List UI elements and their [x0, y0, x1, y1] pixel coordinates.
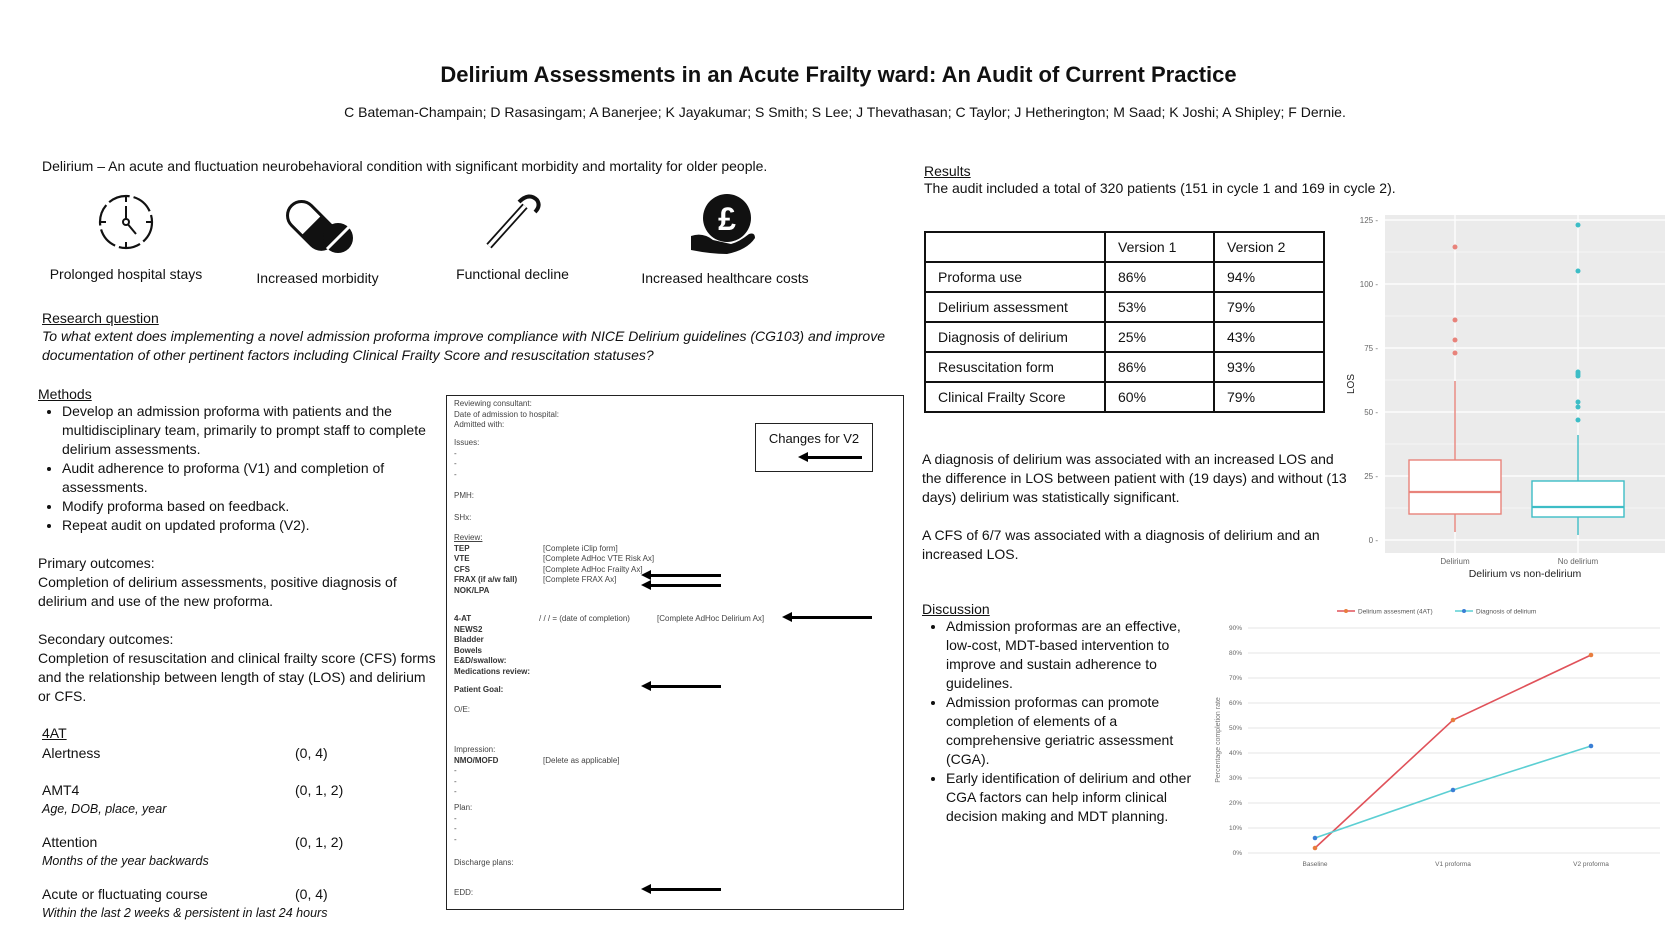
- secondary-outcomes-heading: Secondary outcomes:: [38, 631, 174, 647]
- cfs-finding: A CFS of 6/7 was associated with a diagnosis of delirium and an increased LOS.: [922, 527, 1320, 562]
- proforma-pmh: PMH:: [454, 491, 474, 500]
- changes-legend-box: [755, 423, 873, 472]
- fourat-item-label: Acute or fluctuating course: [42, 886, 208, 902]
- delirium-definition: Delirium – An acute and fluctuation neurobehavioral condition with significant morbidity and mortality for older people.: [42, 158, 768, 174]
- svg-text:0%: 0%: [1232, 850, 1242, 857]
- methods-bullet: • Audit adherence to proforma (V1) and completion of assessments.: [62, 459, 438, 497]
- discussion-bullet: • Early identification of delirium and other CGA factors can help inform clinical decision making and MDT planning.: [946, 769, 1192, 826]
- fourat-item: [42, 886, 382, 906]
- proforma-plan: Plan: - - -: [454, 803, 473, 844]
- boxplot-category-label: No delirium: [1557, 557, 1599, 566]
- table-header-cell: Version 1: [1105, 232, 1214, 262]
- discussion-list: [922, 617, 1192, 826]
- fourat-item: [42, 834, 382, 854]
- pound-hand-icon: [687, 192, 763, 256]
- table-cell: 94%: [1214, 262, 1324, 292]
- svg-text:80%: 80%: [1228, 650, 1242, 657]
- impact-label: Prolonged hospital stays: [49, 266, 203, 282]
- proforma-review: Review: TEP VTE CFS FRAX (if a/w fall) NOK/LPA: [454, 533, 518, 595]
- table-cell: 43%: [1214, 322, 1324, 352]
- primary-outcomes-heading: Primary outcomes:: [38, 555, 155, 571]
- svg-text:25 -: 25 -: [1364, 472, 1378, 481]
- svg-text:40%: 40%: [1228, 750, 1242, 757]
- arrow-left-icon: [806, 456, 862, 459]
- impact-morbidity: [245, 192, 390, 286]
- fourat-item-label: Attention: [42, 834, 98, 850]
- proforma-issues: Issues: - - -: [454, 438, 480, 479]
- research-question-heading: Research question: [42, 310, 159, 326]
- changes-legend-label: Changes for V2: [768, 431, 860, 446]
- linechart-category-label: V1 proforma: [1435, 861, 1471, 868]
- methods-bullet: • Develop an admission proforma with patients and the multidisciplinary team, primarily to prompt staff to complete delirium assessments.: [62, 402, 438, 459]
- impact-prolonged-stays: [42, 192, 210, 282]
- impact-label: Increased healthcare costs: [641, 270, 809, 286]
- table-cell: 53%: [1105, 292, 1214, 322]
- table-cell: 79%: [1214, 292, 1324, 322]
- walking-cane-icon: [481, 192, 545, 252]
- fourat-item-scores: (0, 4): [295, 745, 328, 761]
- fourat-heading: 4AT: [42, 725, 67, 741]
- svg-text:60%: 60%: [1228, 700, 1242, 707]
- proforma-nmo-note: [Delete as applicable]: [543, 755, 620, 765]
- research-question-section: [42, 310, 912, 365]
- table-cell: 60%: [1105, 382, 1214, 412]
- table-cell: 86%: [1105, 262, 1214, 292]
- proforma-review-notes: [Complete iClip form] [Complete AdHoc VTE Risk Ax] [Complete AdHoc Frailty Ax] [Complete FRAX Ax]: [543, 543, 655, 585]
- table-header-row: [925, 232, 1324, 262]
- secondary-outcomes-text: Completion of resuscitation and clinical frailty score (CFS) forms and the relationship between length of stay (LOS) and delirium or CFS.: [38, 650, 436, 704]
- discussion-heading: Discussion: [922, 601, 990, 617]
- table-cell: 79%: [1214, 382, 1324, 412]
- methods-list: [38, 402, 438, 535]
- svg-text:50%: 50%: [1228, 725, 1242, 732]
- fourat-item-sub: Within the last 2 weeks & persistent in last 24 hours: [42, 906, 328, 920]
- fourat-item-scores: (0, 1, 2): [295, 782, 344, 798]
- svg-text:0 -: 0 -: [1368, 536, 1378, 545]
- fourat-item-sub: Age, DOB, place, year: [42, 802, 167, 816]
- table-cell: Diagnosis of delirium: [925, 322, 1105, 352]
- arrow-left-icon: [649, 888, 721, 891]
- table-cell: Proforma use: [925, 262, 1105, 292]
- svg-text:10%: 10%: [1228, 825, 1242, 832]
- results-intro: The audit included a total of 320 patients (151 in cycle 1 and 169 in cycle 2).: [924, 180, 1396, 196]
- results-table: [924, 231, 1325, 413]
- fourat-item-label: Alertness: [42, 745, 101, 761]
- methods-bullet: • Repeat audit on updated proforma (V2).: [62, 516, 438, 535]
- arrow-left-icon: [649, 574, 721, 577]
- impact-label: Functional decline: [456, 266, 569, 282]
- arrow-left-icon: [649, 685, 721, 688]
- boxplot-category-label: Delirium: [1440, 557, 1470, 566]
- poster-title: Delirium Assessments in an Acute Frailty ward: An Audit of Current Practice: [440, 62, 1237, 87]
- svg-text:LOS: LOS: [1346, 373, 1357, 395]
- table-cell: 86%: [1105, 352, 1214, 382]
- table-cell: Clinical Frailty Score: [925, 382, 1105, 412]
- results-heading: Results: [924, 163, 971, 179]
- completion-line-chart: [1210, 600, 1670, 880]
- proforma-4at-date: / / / = (date of completion): [539, 614, 630, 623]
- svg-text:100 -: 100 -: [1359, 280, 1378, 289]
- table-header-cell: [925, 232, 1105, 262]
- proforma-patient-goal: Patient Goal:: [454, 685, 504, 694]
- fourat-item: [42, 745, 382, 765]
- table-row: [925, 262, 1324, 292]
- proforma-oe: O/E:: [454, 705, 471, 714]
- pills-icon: [280, 192, 356, 256]
- linechart-category-label: V2 proforma: [1573, 861, 1609, 868]
- impact-healthcare-costs: [630, 192, 820, 286]
- los-boxplot-chart: [1340, 212, 1670, 582]
- table-row: [925, 352, 1324, 382]
- table-row: [925, 292, 1324, 322]
- research-question-text: To what extent does implementing a novel admission proforma improve compliance with NICE Delirium guidelines (CG103) and improve documentation of other pertinent factors including Clinical Frailty Score and resuscitation statuses?: [42, 328, 885, 363]
- impact-label: Increased morbidity: [256, 270, 379, 286]
- svg-text:70%: 70%: [1228, 675, 1242, 682]
- discussion-bullet: • Admission proformas are an effective, low-cost, MDT-based intervention to improve and sustain adherence to guidelines.: [946, 617, 1192, 693]
- table-cell: 93%: [1214, 352, 1324, 382]
- table-row: [925, 322, 1324, 352]
- clock-icon: [96, 192, 156, 252]
- methods-section: [38, 386, 438, 706]
- table-header-cell: Version 2: [1214, 232, 1324, 262]
- svg-text:125 -: 125 -: [1359, 216, 1378, 225]
- methods-bullet: • Modify proforma based on feedback.: [62, 497, 438, 516]
- table-row: [925, 382, 1324, 412]
- discussion-section: [922, 601, 1192, 826]
- admission-proforma-figure: [446, 395, 904, 910]
- arrow-left-icon: [649, 584, 721, 587]
- svg-text:90%: 90%: [1228, 625, 1242, 632]
- proforma-4at-note: [Complete AdHoc Delirium Ax]: [657, 614, 765, 623]
- author-list: C Bateman-Champain; D Rasasingam; A Banerjee; K Jayakumar; S Smith; S Lee; J Thevathasan; C Taylor; J Hetherington; M Saad; K Joshi; A Shipley; F Dernie.: [344, 104, 1346, 120]
- fourat-item-scores: (0, 4): [295, 886, 328, 902]
- linechart-ylabel: Percentage completion rate: [1215, 697, 1222, 783]
- svg-text:50 -: 50 -: [1364, 408, 1378, 417]
- proforma-discharge: Discharge plans:: [454, 858, 514, 867]
- svg-text:30%: 30%: [1228, 775, 1242, 782]
- fourat-item-label: AMT4: [42, 782, 80, 798]
- proforma-assessment: 4-AT NEWS2 Bladder Bowels E&D/swallow: Medications review:: [454, 614, 531, 676]
- legend-label: Delirium assesment (4AT): [1358, 608, 1433, 616]
- discussion-bullet: • Admission proformas can promote completion of elements of a comprehensive geriatric assessment (CGA).: [946, 693, 1192, 769]
- linechart-category-label: Baseline: [1302, 861, 1328, 868]
- impact-functional-decline: [445, 192, 580, 282]
- svg-text:£: £: [718, 201, 736, 237]
- fourat-item-sub: Months of the year backwards: [42, 854, 209, 868]
- results-section: [924, 163, 1484, 198]
- table-cell: Resuscitation form: [925, 352, 1105, 382]
- fourat-section: [42, 725, 382, 920]
- table-cell: 25%: [1105, 322, 1214, 352]
- fourat-item: [42, 782, 382, 802]
- legend-label: Diagnosis of delirium: [1476, 608, 1537, 616]
- proforma-impression: Impression: NMO/MOFD - - -: [454, 745, 499, 797]
- methods-heading: Methods: [38, 386, 92, 402]
- svg-text:20%: 20%: [1228, 800, 1242, 807]
- los-finding: A diagnosis of delirium was associated with an increased LOS and the difference in LOS between patient with (19 days) and without (13 days) delirium was statistically significant.: [922, 451, 1347, 505]
- proforma-shx: SHx:: [454, 513, 472, 522]
- proforma-edd: EDD:: [454, 888, 474, 897]
- svg-text:75 -: 75 -: [1364, 344, 1378, 353]
- fourat-item-scores: (0, 1, 2): [295, 834, 344, 850]
- primary-outcomes-text: Completion of delirium assessments, positive diagnosis of delirium and use of the new proforma.: [38, 574, 397, 609]
- arrow-left-icon: [790, 616, 872, 619]
- boxplot-xlabel: Delirium vs non-delirium: [1468, 568, 1582, 580]
- proforma-header-lines: Reviewing consultant: Date of admission to hospital: Admitted with:: [454, 399, 559, 430]
- table-cell: Delirium assessment: [925, 292, 1105, 322]
